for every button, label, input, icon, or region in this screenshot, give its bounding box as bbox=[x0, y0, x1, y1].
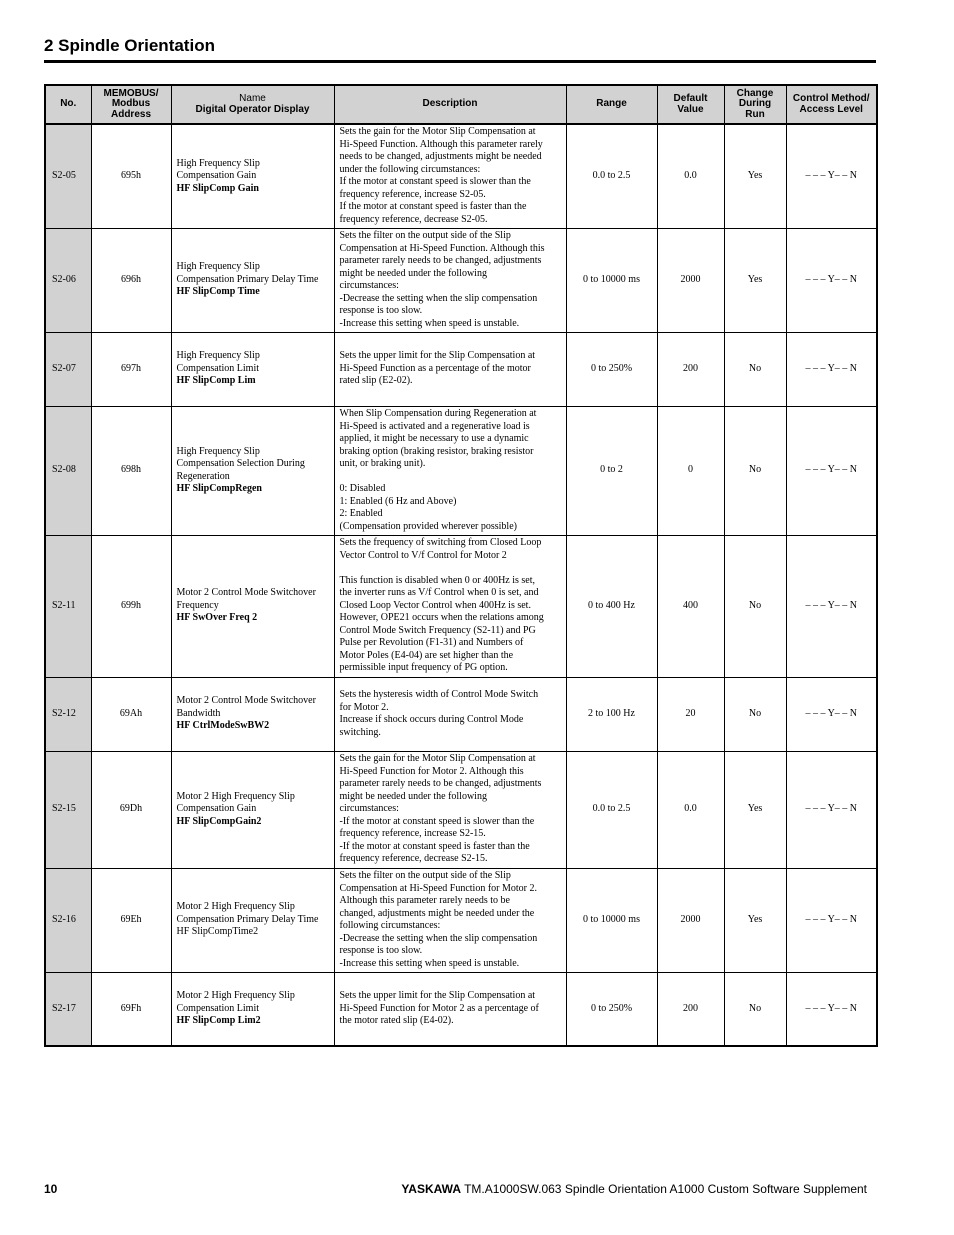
col-header-default: Default Value bbox=[657, 85, 724, 124]
description-line: 2: Enabled bbox=[339, 508, 383, 519]
modbus-address: 69Dh bbox=[91, 751, 171, 868]
description-line: (Compensation provided wherever possible) bbox=[339, 520, 517, 532]
param-number: S2-08 bbox=[45, 406, 91, 535]
description-line: If the motor at constant speed is faster than the bbox=[339, 201, 527, 213]
description-line: -Increase this setting when speed is unstable. bbox=[339, 317, 520, 329]
modbus-address: 698h bbox=[91, 406, 171, 535]
default-value: 200 bbox=[657, 332, 724, 406]
control-method: – – – Y– – N bbox=[786, 535, 877, 677]
operator-display-name: HF CtrlModeSwBW2 bbox=[176, 720, 270, 732]
modbus-address: 695h bbox=[91, 124, 171, 228]
param-name-line: High Frequency Slip bbox=[176, 350, 260, 362]
description-line: frequency reference, increase S2-05. bbox=[339, 188, 486, 200]
table-row bbox=[45, 535, 877, 677]
control-method: – – – Y– – N bbox=[786, 124, 877, 228]
default-value: 2000 bbox=[657, 868, 724, 972]
operator-display-name: HF SlipComp Time bbox=[176, 286, 260, 298]
footer-document-title bbox=[401, 1182, 867, 1196]
col-header-no: No. bbox=[45, 85, 91, 124]
default-value: 0.0 bbox=[657, 751, 724, 868]
param-range: 2 to 100 Hz bbox=[566, 677, 657, 751]
description-line: rated slip (E2-02). bbox=[339, 375, 413, 387]
param-name-line: Compensation Gain bbox=[176, 803, 257, 815]
description-line: Hi-Speed Function as a percentage of the motor bbox=[339, 362, 531, 374]
description-line: might be needed under the following bbox=[339, 267, 487, 279]
description-line: the motor rated slip (E4-02). bbox=[339, 1015, 454, 1026]
description-line: -Decrease the setting when the slip compensation bbox=[339, 292, 538, 304]
change-during-run: No bbox=[724, 677, 786, 751]
param-description bbox=[334, 406, 566, 535]
param-description bbox=[334, 535, 566, 677]
param-name-line: High Frequency Slip bbox=[176, 445, 260, 457]
description-line: -If the motor at constant speed is faster than the bbox=[339, 840, 530, 852]
param-name bbox=[171, 751, 334, 868]
description-line: applied, it might be necessary to use a dynamic bbox=[339, 433, 529, 444]
parameter-table bbox=[44, 84, 878, 1047]
description-line: unit, or braking unit). bbox=[339, 458, 426, 469]
param-description bbox=[334, 868, 566, 972]
param-name-line: Regeneration bbox=[176, 470, 230, 482]
table-row bbox=[45, 972, 877, 1046]
modbus-address: 697h bbox=[91, 332, 171, 406]
footer-brand: YASKAWA bbox=[401, 1182, 461, 1196]
col-header-name: Name Digital Operator Display bbox=[171, 85, 334, 124]
param-name bbox=[171, 332, 334, 406]
param-number: S2-11 bbox=[45, 535, 91, 677]
param-name-line: Compensation Selection During bbox=[176, 458, 305, 469]
param-name bbox=[171, 228, 334, 332]
param-name-line: Compensation Gain bbox=[176, 170, 257, 181]
description-line: circumstances: bbox=[339, 803, 399, 815]
control-method: – – – Y– – N bbox=[786, 406, 877, 535]
param-range: 0 to 2 bbox=[566, 406, 657, 535]
operator-display-name: HF SwOver Freq 2 bbox=[176, 612, 258, 624]
operator-display-name: HF SlipCompTime2 bbox=[176, 926, 259, 938]
description-line: Sets the upper limit for the Slip Compensation at bbox=[339, 990, 536, 1001]
param-description bbox=[334, 124, 566, 228]
description-line: Although this parameter rarely needs to be bbox=[339, 895, 510, 906]
description-line: Motor Poles (E4-04) are set higher than the bbox=[339, 649, 514, 661]
description-line: Increase if shock occurs during Control Mode bbox=[339, 714, 524, 725]
col-header-change-during-run: Change During Run bbox=[724, 85, 786, 124]
change-during-run: No bbox=[724, 535, 786, 677]
param-name-line: Motor 2 High Frequency Slip bbox=[176, 990, 295, 1001]
change-during-run: No bbox=[724, 332, 786, 406]
param-number: S2-17 bbox=[45, 972, 91, 1046]
param-description bbox=[334, 972, 566, 1046]
description-line: needs to be changed, adjustments might be needed bbox=[339, 151, 542, 163]
default-value: 200 bbox=[657, 972, 724, 1046]
param-name-line: Motor 2 High Frequency Slip bbox=[176, 901, 295, 913]
description-line: Sets the filter on the output side of the Slip bbox=[339, 230, 511, 241]
param-name-line: Bandwidth bbox=[176, 707, 221, 719]
description-line: When Slip Compensation during Regeneration at bbox=[339, 408, 537, 419]
control-method: – – – Y– – N bbox=[786, 332, 877, 406]
description-line: response is too slow. bbox=[339, 945, 423, 956]
param-name-line: Motor 2 Control Mode Switchover bbox=[176, 587, 316, 599]
description-line: Closed Loop Vector Control when 400Hz is set. bbox=[339, 599, 531, 611]
param-description bbox=[334, 751, 566, 868]
description-line: for Motor 2. bbox=[339, 701, 389, 713]
description-spacer bbox=[340, 562, 562, 575]
description-line: Sets the frequency of switching from Closed Loop bbox=[339, 537, 542, 549]
col-header-description: Description bbox=[334, 85, 566, 124]
modbus-address: 699h bbox=[91, 535, 171, 677]
param-name bbox=[171, 406, 334, 535]
default-value: 2000 bbox=[657, 228, 724, 332]
description-line: switching. bbox=[339, 726, 381, 738]
description-spacer bbox=[340, 471, 562, 484]
description-line: 1: Enabled (6 Hz and Above) bbox=[339, 495, 457, 507]
default-value: 400 bbox=[657, 535, 724, 677]
param-name-line: High Frequency Slip bbox=[176, 261, 260, 273]
description-line: the inverter runs as V/f Control when 0 is set, and bbox=[339, 587, 539, 599]
param-name-line: Motor 2 High Frequency Slip bbox=[176, 790, 295, 802]
control-method: – – – Y– – N bbox=[786, 972, 877, 1046]
param-number: S2-05 bbox=[45, 124, 91, 228]
description-line: Compensation at Hi-Speed Function. Although this bbox=[339, 242, 545, 254]
param-name bbox=[171, 677, 334, 751]
description-line: If the motor at constant speed is slower than the bbox=[339, 176, 531, 188]
param-range: 0 to 10000 ms bbox=[566, 868, 657, 972]
operator-display-name: HF SlipCompGain2 bbox=[176, 815, 262, 827]
description-line: Control Mode Switch Frequency (S2-11) and PG bbox=[339, 624, 536, 636]
description-line: This function is disabled when 0 or 400Hz is set, bbox=[339, 574, 536, 586]
param-range: 0 to 250% bbox=[566, 332, 657, 406]
table-row bbox=[45, 332, 877, 406]
param-number: S2-12 bbox=[45, 677, 91, 751]
param-description bbox=[334, 228, 566, 332]
col-header-range: Range bbox=[566, 85, 657, 124]
control-method: – – – Y– – N bbox=[786, 228, 877, 332]
operator-display-name: HF SlipComp Lim bbox=[176, 375, 256, 387]
param-description bbox=[334, 677, 566, 751]
description-line: might be needed under the following bbox=[339, 790, 487, 802]
table-row bbox=[45, 868, 877, 972]
description-line: -If the motor at constant speed is slower than the bbox=[339, 815, 535, 827]
description-line: Hi-Speed Function. Although this parameter rarely bbox=[339, 138, 543, 150]
change-during-run: No bbox=[724, 972, 786, 1046]
description-line: frequency reference, decrease S2-05. bbox=[339, 213, 488, 225]
param-name-line: High Frequency Slip bbox=[176, 157, 260, 169]
table-row bbox=[45, 677, 877, 751]
param-name bbox=[171, 124, 334, 228]
description-line: Pulse per Revolution (F1-31) and Numbers of bbox=[339, 637, 524, 649]
description-line: permissible input frequency of PG option. bbox=[339, 662, 508, 674]
param-number: S2-16 bbox=[45, 868, 91, 972]
description-line: frequency reference, decrease S2-15. bbox=[339, 853, 488, 865]
description-line: Sets the gain for the Motor Slip Compensation at bbox=[339, 753, 536, 765]
param-name-line: Motor 2 Control Mode Switchover bbox=[176, 695, 316, 707]
change-during-run: Yes bbox=[724, 228, 786, 332]
title-divider bbox=[44, 60, 876, 63]
description-line: However, OPE21 occurs when the relations among bbox=[339, 612, 544, 624]
table-row bbox=[45, 124, 877, 228]
table-row bbox=[45, 228, 877, 332]
section-title: 2 Spindle Orientation bbox=[44, 36, 215, 55]
modbus-address: 69Fh bbox=[91, 972, 171, 1046]
page-number: 10 bbox=[44, 1182, 58, 1196]
description-line: Sets the hysteresis width of Control Mode Switch bbox=[339, 689, 539, 700]
control-method: – – – Y– – N bbox=[786, 751, 877, 868]
col-header-control-method: Control Method/ Access Level bbox=[786, 85, 877, 124]
default-value: 0.0 bbox=[657, 124, 724, 228]
description-line: Vector Control to V/f Control for Motor 2 bbox=[339, 549, 507, 561]
operator-display-name: HF SlipComp Lim2 bbox=[176, 1015, 261, 1026]
description-line: Hi-Speed is activated and a regenerative load is bbox=[339, 420, 530, 432]
param-number: S2-06 bbox=[45, 228, 91, 332]
param-range: 0.0 to 2.5 bbox=[566, 124, 657, 228]
change-during-run: No bbox=[724, 406, 786, 535]
description-line: frequency reference, increase S2-15. bbox=[339, 828, 486, 840]
footer-doc: TM.A1000SW.063 Spindle Orientation A1000 Custom Software Supplement bbox=[460, 1182, 867, 1196]
param-name-line: Frequency bbox=[176, 599, 219, 611]
modbus-address: 696h bbox=[91, 228, 171, 332]
param-name bbox=[171, 972, 334, 1046]
table-body bbox=[45, 124, 877, 1046]
param-number: S2-15 bbox=[45, 751, 91, 868]
param-number: S2-07 bbox=[45, 332, 91, 406]
description-line: Hi-Speed Function for Motor 2. Although this bbox=[339, 765, 524, 777]
description-line: circumstances: bbox=[339, 280, 399, 291]
control-method: – – – Y– – N bbox=[786, 868, 877, 972]
control-method: – – – Y– – N bbox=[786, 677, 877, 751]
change-during-run: Yes bbox=[724, 751, 786, 868]
description-line: -Decrease the setting when the slip compensation bbox=[339, 932, 538, 944]
param-name-line: Compensation Limit bbox=[176, 1002, 259, 1014]
description-line: -Increase this setting when speed is unstable. bbox=[339, 957, 520, 969]
description-line: following circumstances: bbox=[339, 920, 441, 931]
description-line: parameter rarely needs to be changed, adjustments bbox=[339, 255, 542, 266]
param-range: 0 to 250% bbox=[566, 972, 657, 1046]
description-line: Hi-Speed Function for Motor 2 as a percentage of bbox=[339, 1002, 539, 1014]
description-line: parameter rarely needs to be changed, adjustments bbox=[339, 778, 542, 790]
description-line: response is too slow. bbox=[339, 305, 423, 316]
table-header-row bbox=[45, 85, 877, 124]
description-line: changed, adjustments might be needed under the bbox=[339, 907, 535, 919]
description-line: under the following circumstances: bbox=[339, 163, 481, 175]
description-line: Compensation at Hi-Speed Function for Motor 2. bbox=[339, 882, 537, 894]
description-line: 0: Disabled bbox=[339, 483, 386, 494]
default-value: 0 bbox=[657, 406, 724, 535]
change-during-run: Yes bbox=[724, 868, 786, 972]
operator-display-name: HF SlipComp Gain bbox=[176, 182, 259, 194]
param-name bbox=[171, 868, 334, 972]
col-header-address: MEMOBUS/ Modbus Address bbox=[91, 85, 171, 124]
operator-display-name: HF SlipCompRegen bbox=[176, 483, 262, 494]
param-name-line: Compensation Primary Delay Time bbox=[176, 913, 319, 925]
modbus-address: 69Eh bbox=[91, 868, 171, 972]
table-row bbox=[45, 406, 877, 535]
param-range: 0.0 to 2.5 bbox=[566, 751, 657, 868]
modbus-address: 69Ah bbox=[91, 677, 171, 751]
param-name-line: Compensation Primary Delay Time bbox=[176, 273, 319, 285]
description-line: Sets the upper limit for the Slip Compensation at bbox=[339, 350, 536, 362]
description-line: Sets the gain for the Motor Slip Compensation at bbox=[339, 126, 536, 138]
description-line: braking option (braking resistor, braking resistor bbox=[339, 445, 534, 457]
param-name bbox=[171, 535, 334, 677]
param-name-line: Compensation Limit bbox=[176, 362, 259, 374]
description-line: Sets the filter on the output side of the Slip bbox=[339, 870, 511, 881]
param-range: 0 to 400 Hz bbox=[566, 535, 657, 677]
change-during-run: Yes bbox=[724, 124, 786, 228]
param-description bbox=[334, 332, 566, 406]
default-value: 20 bbox=[657, 677, 724, 751]
table-row bbox=[45, 751, 877, 868]
param-range: 0 to 10000 ms bbox=[566, 228, 657, 332]
